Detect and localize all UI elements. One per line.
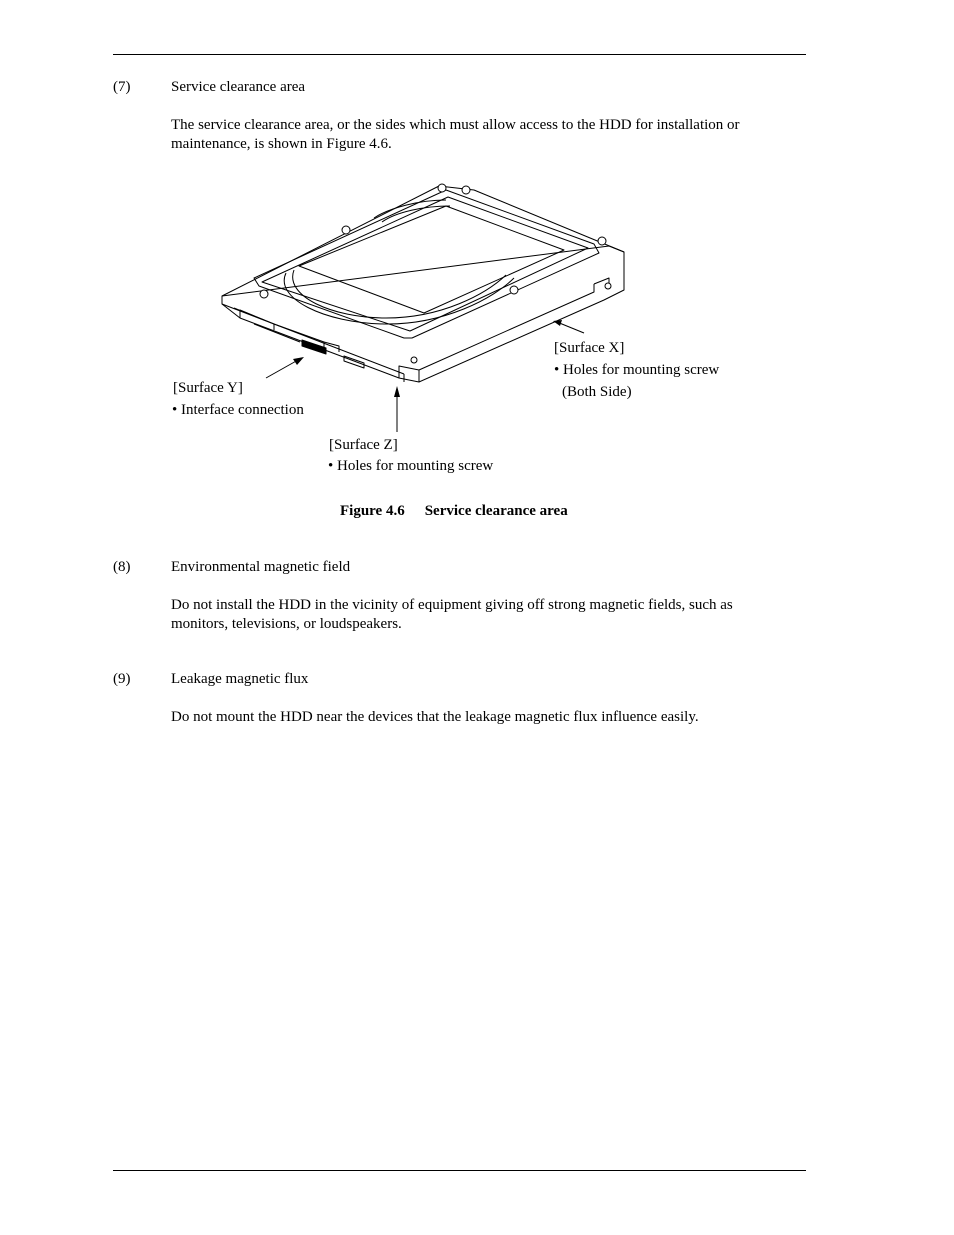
header-rule [113, 54, 806, 55]
section-8-number: (8) [113, 559, 131, 575]
surface-z-item: • Holes for mounting screw [328, 458, 494, 474]
section-9-number: (9) [113, 671, 131, 687]
figure-caption-text: Service clearance area [424, 503, 568, 519]
surface-y-title: [Surface Y] [173, 380, 243, 396]
section-8-body: Do not install the HDD in the vicinity of equipment giving off strong magnetic fields, such as monitors, televisions, or loudspeakers. [171, 597, 733, 632]
figure-caption [340, 503, 568, 520]
surface-x-title: [Surface X] [554, 340, 625, 356]
surface-z-title: [Surface Z] [329, 437, 398, 453]
section-8-title: Environmental magnetic field [171, 559, 351, 575]
surface-x-item-note: (Both Side) [562, 384, 632, 400]
surface-y-item: • Interface connection [172, 402, 304, 418]
section-7-body: The service clearance area, or the sides which must allow access to the HDD for installation or maintenance, is shown in Figure 4.6. [171, 117, 740, 152]
surface-x-item: • Holes for mounting screw [554, 362, 720, 378]
figure-caption-number: Figure 4.6 [340, 503, 405, 519]
section-7-title: Service clearance area [171, 79, 306, 95]
section-9-title: Leakage magnetic flux [171, 671, 309, 687]
section-9-body: Do not mount the HDD near the devices that the leakage magnetic flux influence easily. [171, 709, 699, 725]
section-7-number: (7) [113, 79, 131, 95]
footer-rule [113, 1170, 806, 1171]
